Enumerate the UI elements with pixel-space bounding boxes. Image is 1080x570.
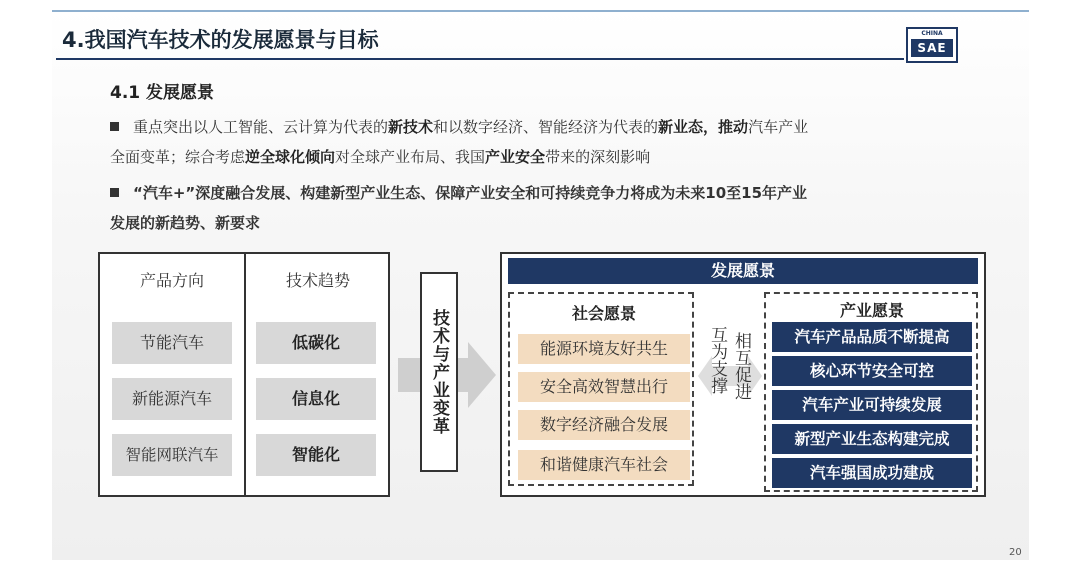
b1-text: 对全球产业布局、我国 [335,148,486,166]
b1-text: 全面变革；综合考虑 [110,148,246,166]
tech-industry-transform-box: 技术与产业变革 [420,272,458,472]
bullet-square-icon [110,122,119,131]
industry-item: 新型产业生态构建完成 [772,424,972,454]
b1-bold: 新业态，推动 [658,118,749,136]
industry-item: 汽车产品品质不断提高 [772,322,972,352]
bullet-1 [110,112,980,172]
industry-vision-title: 产业愿景 [839,301,904,320]
title-underline [56,58,904,60]
b1-bold: 产业安全 [485,148,546,166]
social-vision-title: 社会愿景 [571,304,636,323]
product-cell: 新能源汽车 [112,378,232,420]
vision-header: 发展愿景 [508,258,978,284]
b2-text: 发展的新趋势、新要求 [110,214,261,232]
product-cell: 智能网联汽车 [112,434,232,476]
industry-item: 核心环节安全可控 [772,356,972,386]
industry-item: 汽车强国成功建成 [772,458,972,488]
product-cell: 节能汽车 [112,322,232,364]
bullet-2 [110,178,980,238]
col-header-product: 产品方向 [139,271,204,290]
b1-bold: 逆全球化倾向 [245,148,336,166]
industry-item: 汽车产业可持续发展 [772,390,972,420]
direction-trend-table [98,252,390,497]
logo-main-text: SAE [911,39,953,57]
social-item: 安全高效智慧出行 [518,372,690,402]
b1-bold: 新技术 [388,118,434,136]
col-header-trend: 技术趋势 [285,271,350,290]
trend-cell: 低碳化 [256,322,376,364]
slide-title: 4.我国汽车技术的发展愿景与目标 [62,28,379,52]
logo-top-text: CHINA [921,30,943,37]
trend-cell: 智能化 [256,434,376,476]
b1-text: 带来的深刻影响 [545,148,651,166]
section-subtitle: 4.1 发展愿景 [110,83,215,103]
social-item: 数字经济融合发展 [518,410,690,440]
trend-cell: 信息化 [256,378,376,420]
china-sae-logo [906,27,958,63]
mutual-promote-text: 相互促进 [731,332,751,400]
b1-text: 汽车产业 [748,118,809,136]
slide-top-border [52,10,1029,12]
b2-text: “汽车+”深度融合发展、构建新型产业生态、保障产业安全和可持续竞争力将成为未来10至15年产业 [133,184,808,202]
bullet-square-icon [110,188,119,197]
b1-text: 重点突出以人工智能、云计算为代表的 [133,118,389,136]
table-divider [244,254,246,495]
social-item: 和谐健康汽车社会 [518,450,690,480]
page-number: 20 [1009,547,1022,558]
b1-text: 和以数字经济、智能经济为代表的 [433,118,659,136]
mutual-support-text: 互为支撑 [707,326,727,394]
social-item: 能源环境友好共生 [518,334,690,364]
